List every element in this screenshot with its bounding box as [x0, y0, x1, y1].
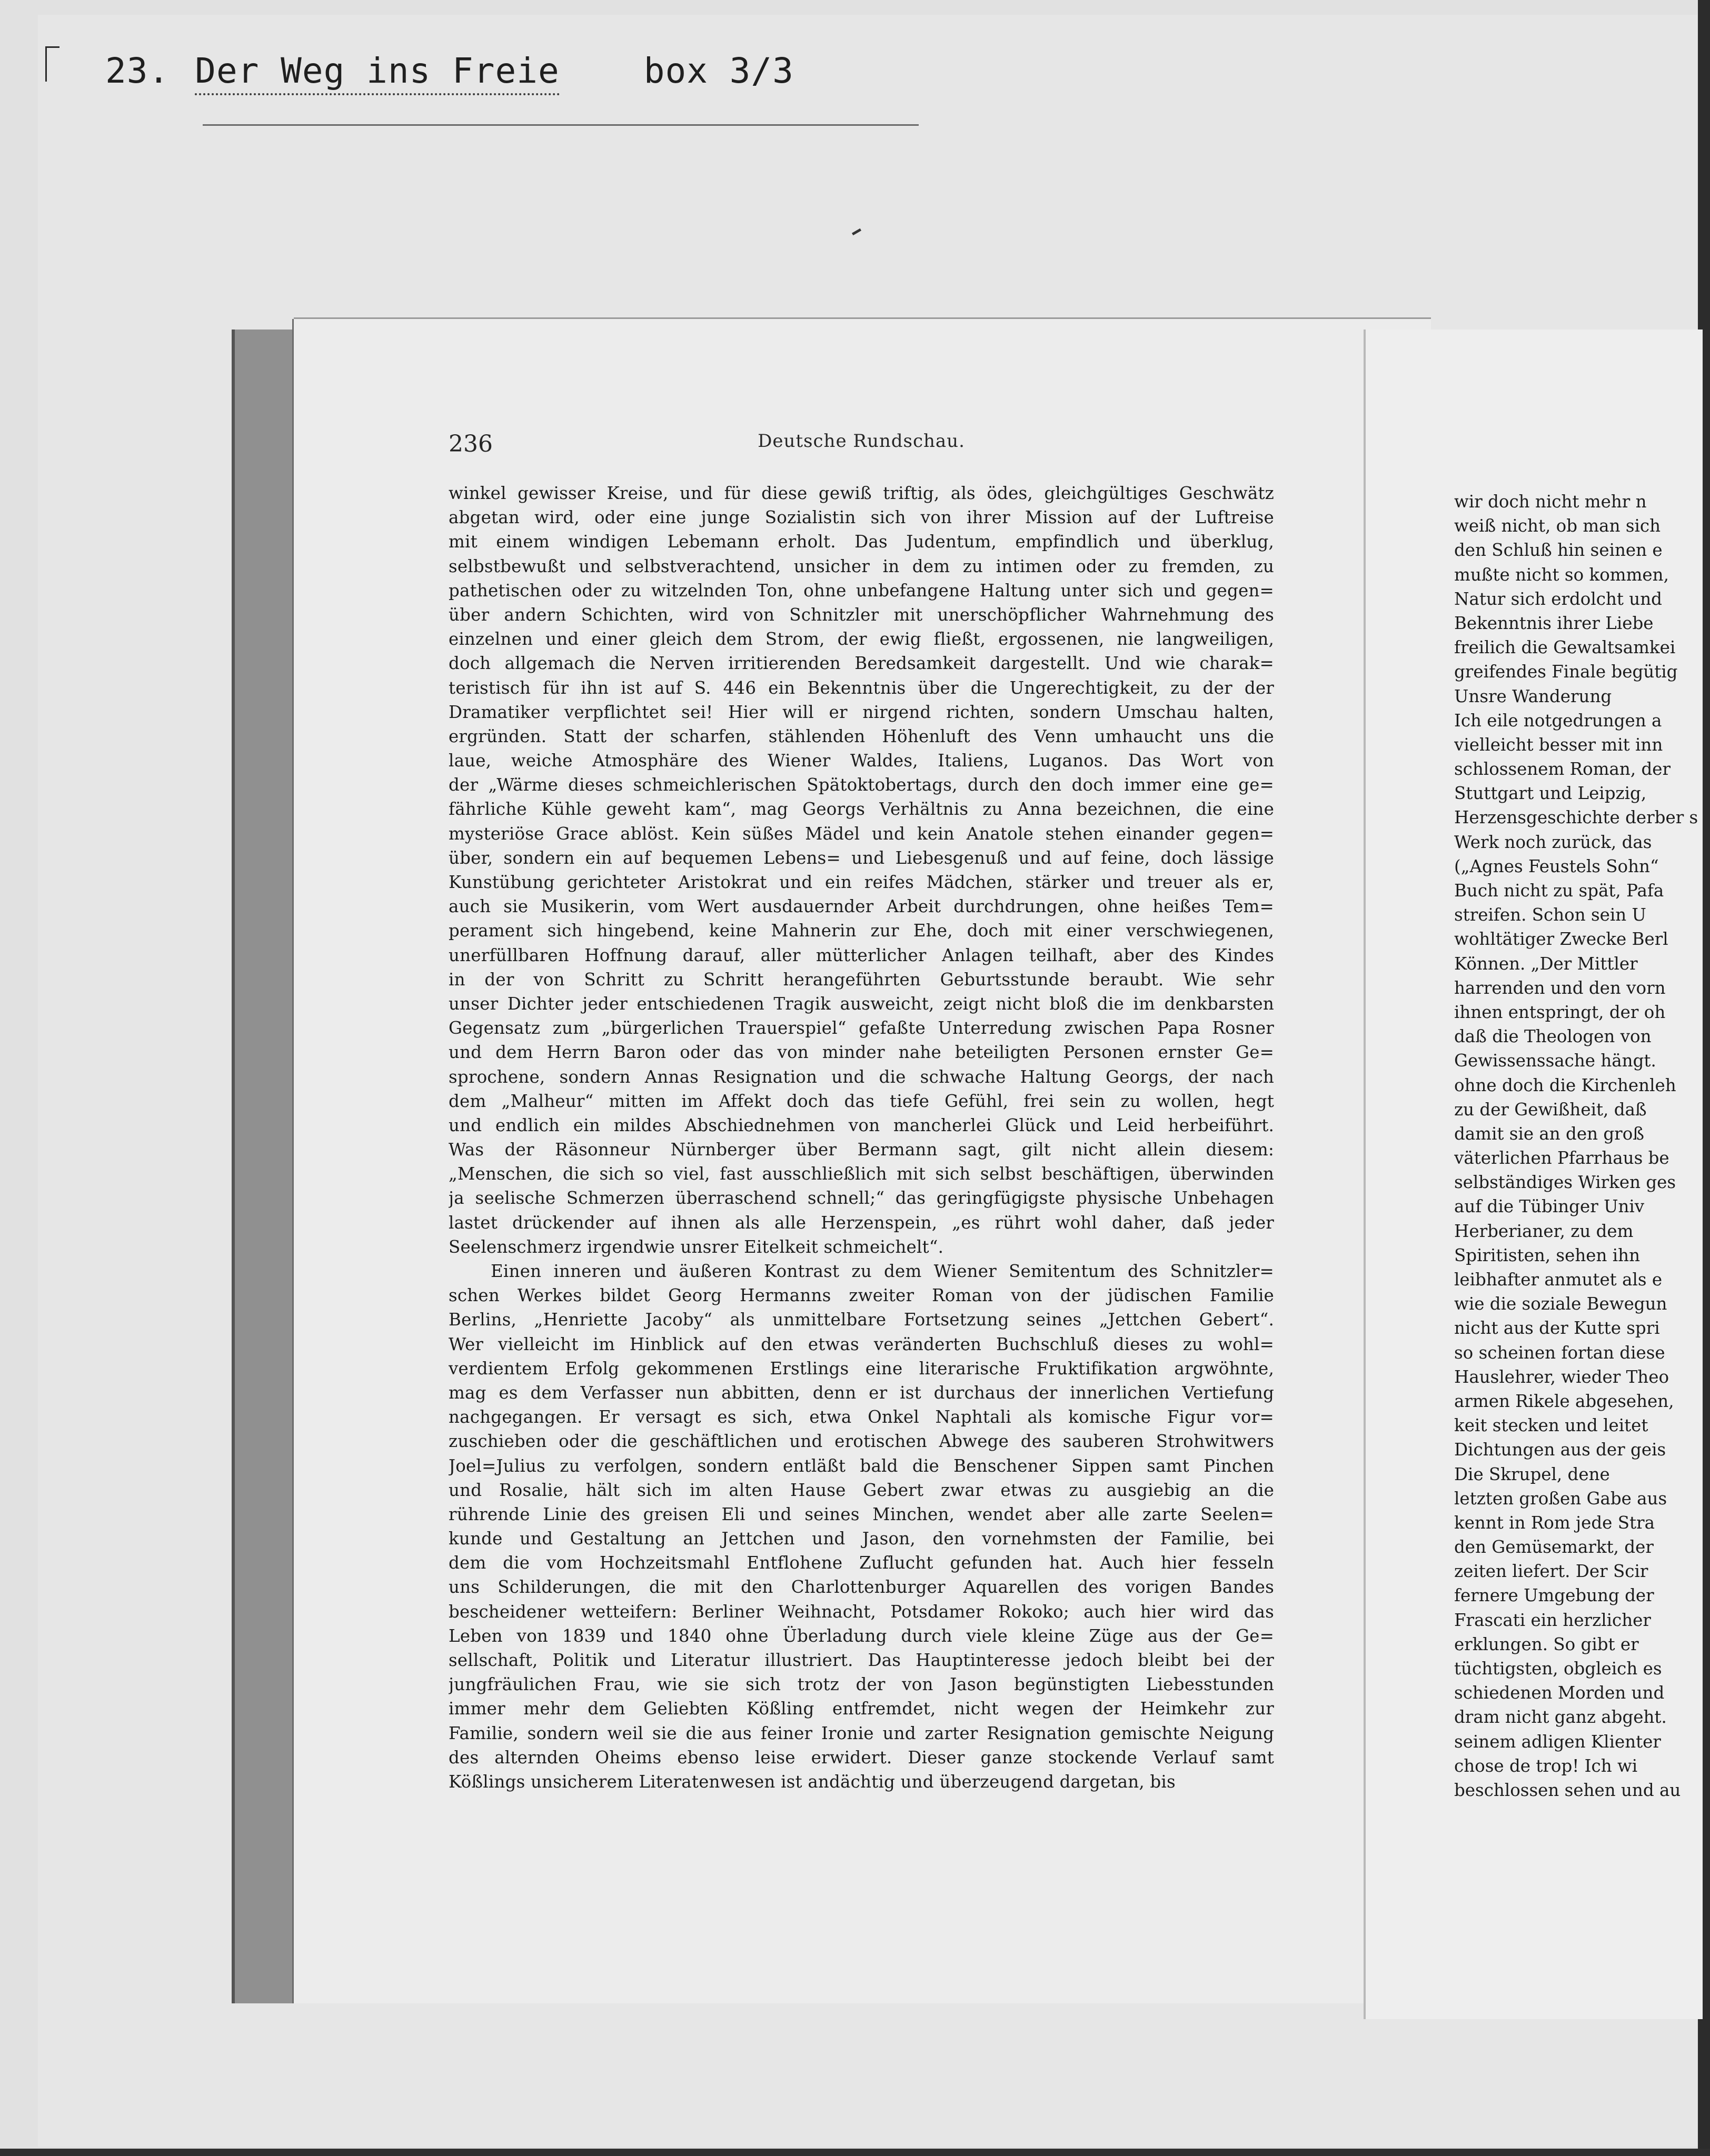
text-line: unser Dichter jeder entschiedenen Tragik ausweicht, zeigt nicht bloß die im denkbarsten	[449, 993, 1274, 1014]
text-line: dem „Malheur“ mitten im Affekt doch das tiefe Gefühl, frei sein zu wollen, hegt	[449, 1091, 1274, 1111]
text-line: sprochene, sondern Annas Resignation und die schwache Haltung Georgs, der nach	[449, 1066, 1274, 1087]
text-line: Joel=Julius zu verfolgen, sondern entläßt bald die Benschener Sippen samt Pinchen	[449, 1455, 1274, 1476]
text-line: immer mehr dem Geliebten Kößling entfremdet, nicht wegen der Heimkehr zur	[449, 1699, 1274, 1719]
text-line: („Agnes Feustels Sohn“	[1454, 856, 1659, 876]
text-line: in der von Schritt zu Schritt herangeführten Geburtsstunde beraubt. Wie sehr	[449, 969, 1274, 990]
text-line: freilich die Gewaltsamkei	[1454, 637, 1676, 658]
text-line: Familie, sondern weil sie die aus feiner Ironie und zarter Resignation gemischte Neigung	[449, 1723, 1274, 1743]
text-line: Herzensgeschichte derber s	[1454, 807, 1698, 828]
text-line: den Schluß hin seinen e	[1454, 540, 1663, 561]
text-line: „Menschen, die sich so viel, fast ausschließlich mit sich selbst beschäftigen, überwinden	[449, 1164, 1274, 1184]
text-line: Werk noch zurück, das	[1454, 832, 1652, 852]
text-line: pathetischen oder zu witzelnden Ton, ohne unbefangene Haltung unter sich und gegen=	[449, 580, 1274, 601]
text-line: fernere Umgebung der	[1454, 1585, 1654, 1606]
text-line: seinem adligen Klienter	[1454, 1731, 1661, 1752]
text-line: und Rosalie, hält sich im alten Hause Gebert zwar etwas zu ausgiebig an die	[449, 1480, 1274, 1500]
text-line: Gewissenssache hängt.	[1454, 1051, 1656, 1071]
text-line: schen Werkes bildet Georg Hermanns zweiter Roman von der jüdischen Familie	[449, 1285, 1274, 1306]
text-line: Die Skrupel, dene	[1454, 1464, 1610, 1484]
text-line: mit einem windigen Lebemann erholt. Das Judentum, empfindlich und überklug,	[449, 532, 1274, 552]
text-line: Gegensatz zum „bürgerlichen Trauerspiel“ gefaßte Unterredung zwischen Papa Rosner	[449, 1018, 1274, 1039]
text-line: armen Rikele abgesehen,	[1454, 1391, 1674, 1411]
archive-header-label	[105, 51, 948, 98]
text-line: perament sich hingebend, keine Mahnerin zur Ehe, doch mit einer verschwiegenen,	[449, 921, 1274, 941]
text-line: mag es dem Verfasser nun abbitten, denn er ist durchaus der innerlichen Vertiefung	[449, 1382, 1274, 1403]
text-line: den Gemüsemarkt, der	[1454, 1537, 1654, 1558]
text-line: Spiritisten, sehen ihn	[1454, 1245, 1641, 1265]
text-line: letzten großen Gabe aus	[1454, 1488, 1667, 1509]
header-rule	[203, 124, 919, 126]
text-line: nachgegangen. Er versagt es sich, etwa Onkel Naphtali als komische Figur vor=	[449, 1407, 1274, 1428]
text-line: winkel gewisser Kreise, und für diese gewiß triftig, als ödes, gleichgültiges Geschwätz	[449, 483, 1274, 503]
text-line: Unsre Wanderung	[1454, 686, 1612, 706]
text-line: ihnen entspringt, der oh	[1454, 1002, 1666, 1022]
text-line: auch sie Musikerin, vom Wert ausdauernder Arbeit durchdrungen, ohne heißes Tem=	[449, 896, 1274, 917]
text-line: tüchtigsten, obgleich es	[1454, 1659, 1662, 1679]
text-line: zeiten liefert. Der Scir	[1454, 1561, 1648, 1582]
text-line: Kößlings unsicherem Literatenwesen ist andächtig und überzeugend dargetan, bis	[449, 1771, 1176, 1792]
archive-item-title: Der Weg ins Freie	[195, 51, 560, 95]
text-line: teristisch für ihn ist auf S. 446 ein Bekenntnis über die Ungerechtigkeit, zu der der	[449, 677, 1274, 698]
text-line: ergründen. Statt der scharfen, stählenden Höhenluft des Venn umhaucht uns die	[449, 726, 1274, 746]
running-head	[449, 431, 1274, 457]
left-text-column	[449, 481, 1274, 1794]
corner-bracket-mark	[45, 46, 59, 82]
text-line: fährliche Kühle geweht kam“, mag Georgs Verhältnis zu Anna bezeichnen, die eine	[449, 799, 1274, 820]
right-text-column	[1454, 490, 1702, 1802]
text-line: weiß nicht, ob man sich	[1454, 516, 1661, 536]
page-edge-border	[232, 330, 235, 2003]
text-line: beschlossen sehen und au	[1454, 1780, 1681, 1800]
text-line: auf die Tübinger Univ	[1454, 1196, 1645, 1217]
text-line: Bekenntnis ihrer Liebe	[1454, 613, 1654, 633]
text-line: ohne doch die Kirchenleh	[1454, 1075, 1676, 1095]
text-line: abgetan wird, oder eine junge Sozialistin sich von ihrer Mission auf der Luftreise	[449, 507, 1274, 528]
text-line: verdientem Erfolg gekommenen Erstlings eine literarische Fruktifikation argwöhnte,	[449, 1358, 1274, 1379]
text-line: Leben von 1839 und 1840 ohne Überladung durch viele kleine Züge aus der Ge=	[449, 1625, 1274, 1646]
text-line: Frascati ein herzlicher	[1454, 1610, 1651, 1630]
text-line: zuschieben oder die geschäftlichen und erotischen Abwege des sauberen Strohwitwers	[449, 1431, 1274, 1452]
text-line: wie die soziale Bewegun	[1454, 1294, 1667, 1314]
text-line: der „Wärme dieses schmeichlerischen Spätoktobertags, durch den doch immer eine ge=	[449, 775, 1274, 795]
journal-title: Deutsche Rundschau.	[758, 431, 965, 452]
text-line: mysteriöse Grace ablöst. Kein süßes Mädel und kein Anatole stehen einander gegen=	[449, 823, 1274, 844]
text-line: und endlich ein mildes Abschiednehmen von mancherlei Glück und Leid herbeiführt.	[449, 1115, 1274, 1135]
text-line: Ich eile notgedrungen a	[1454, 710, 1662, 731]
text-line: mußte nicht so kommen,	[1454, 564, 1669, 585]
text-line: harrenden und den vorn	[1454, 977, 1666, 998]
text-line: Dichtungen aus der geis	[1454, 1440, 1666, 1460]
text-line: einzelnen und einer gleich dem Strom, der ewig fließt, ergossenen, nie langweiligen,	[449, 629, 1274, 650]
text-line: schlossenem Roman, der	[1454, 759, 1671, 780]
text-line: selbstbewußt und selbstverachtend, unsicher in dem zu intimen oder zu fremden, zu	[449, 556, 1274, 576]
text-line: dram nicht ganz abgeht.	[1454, 1707, 1667, 1728]
text-line: väterlichen Pfarrhaus be	[1454, 1148, 1669, 1169]
text-line: Was der Räsonneur Nürnberger über Bermann sagt, gilt nicht allein diesem:	[449, 1140, 1274, 1160]
text-line: Herberianer, zu dem	[1454, 1221, 1634, 1241]
text-line: selbständiges Wirken ges	[1454, 1172, 1676, 1193]
text-line: über, sondern ein auf bequemen Lebens= und Liebesgenuß und auf feine, doch lässige	[449, 847, 1274, 868]
text-line: des alternden Oheims ebenso leise erwidert. Dieser ganze stockende Verlauf samt	[449, 1747, 1274, 1768]
text-line: daß die Theologen von	[1454, 1026, 1652, 1047]
text-line: keit stecken und leitet	[1454, 1415, 1648, 1436]
text-line: greifendes Finale begütig	[1454, 662, 1678, 682]
text-line: damit sie an den groß	[1454, 1123, 1644, 1144]
text-line: erklungen. So gibt er	[1454, 1634, 1639, 1654]
text-line: wohltätiger Zwecke Berl	[1454, 929, 1668, 950]
page-edge-shadow	[232, 330, 296, 2003]
text-line: sellschaft, Politik und Literatur illustriert. Das Hauptinteresse jedoch bleibt bei der	[449, 1650, 1274, 1670]
text-line: rührende Linie des greisen Eli und seines Minchen, wendet aber alle zarte Seelen=	[449, 1504, 1274, 1524]
text-line: Dramatiker verpflichtet sei! Hier will er nirgend richten, sondern Umschau halten,	[449, 702, 1274, 722]
archive-item-number: 23.	[105, 51, 170, 91]
text-line: chose de trop! Ich wi	[1454, 1755, 1638, 1776]
text-line: zu der Gewißheit, daß	[1454, 1099, 1647, 1120]
text-line: unerfüllbaren Hoffnung darauf, aller mütterlicher Anlagen teilhaft, aber des Kindes	[449, 945, 1274, 965]
text-line: Seelenschmerz irgendwie unsrer Eitelkeit schmeichelt“.	[449, 1236, 944, 1257]
archive-box-number: box 3/3	[643, 51, 794, 91]
text-line: kennt in Rom jede Stra	[1454, 1512, 1655, 1533]
text-line: schiedenen Morden und	[1454, 1683, 1665, 1703]
text-line: vielleicht besser mit inn	[1454, 734, 1663, 755]
text-line: und dem Herrn Baron oder das von minder nahe beteiligten Personen ernster Ge=	[449, 1042, 1274, 1063]
text-line: leibhafter anmutet als e	[1454, 1270, 1663, 1290]
text-line: Stuttgart und Leipzig,	[1454, 783, 1647, 804]
text-line: ja seelische Schmerzen überraschend schnell;“ das geringfügigste physische Unbehagen	[449, 1188, 1274, 1209]
text-line: streifen. Schon sein U	[1454, 905, 1646, 925]
text-line: so scheinen fortan diese	[1454, 1342, 1665, 1363]
text-line: uns Schilderungen, die mit den Charlottenburger Aquarellen des vorigen Bandes	[449, 1577, 1274, 1598]
text-line: bescheidener wetteifern: Berliner Weihnacht, Potsdamer Rokoko; auch hier wird das	[449, 1601, 1274, 1622]
text-line: dem die vom Hochzeitsmahl Entflohene Zuflucht gefunden hat. Auch hier fesseln	[449, 1553, 1274, 1573]
text-line: Berlins, „Henriette Jacoby“ als unmittelbare Fortsetzung seines „Jettchen Gebert“.	[449, 1310, 1274, 1330]
text-line: laue, weiche Atmosphäre des Wiener Waldes, Italiens, Luganos. Das Wort von	[449, 751, 1274, 771]
text-line: doch allgemach die Nerven irritierenden Beredsamkeit dargestellt. Und wie charak=	[449, 653, 1274, 674]
page-number: 236	[449, 431, 493, 457]
text-line: lastet drückender auf ihnen als alle Herzenspein, „es rührt wohl daher, daß jeder	[449, 1212, 1274, 1233]
text-line: jungfräulichen Frau, wie sie sich trotz der von Jason begünstigten Liebesstunden	[449, 1674, 1274, 1695]
text-line: wir doch nicht mehr n	[1454, 492, 1647, 512]
scan-edge-bottom	[0, 2149, 1710, 2156]
text-line: Können. „Der Mittler	[1454, 953, 1638, 974]
text-line: Einen inneren und äußeren Kontrast zu dem Wiener Semitentum des Schnitzler=	[491, 1261, 1274, 1281]
text-line: Buch nicht zu spät, Pafa	[1454, 881, 1664, 901]
text-line: kunde und Gestaltung an Jettchen und Jason, den vornehmsten der Familie, bei	[449, 1529, 1274, 1549]
text-line: nicht aus der Kutte spri	[1454, 1318, 1660, 1339]
text-line: Natur sich erdolcht und	[1454, 588, 1662, 609]
text-line: Kunstübung gerichteter Aristokrat und ein reifes Mädchen, stärker und treuer als er,	[449, 872, 1274, 892]
text-line: Hauslehrer, wieder Theo	[1454, 1366, 1669, 1387]
text-line: über andern Schichten, wird von Schnitzler mit unerschöpflicher Wahrnehmung des	[449, 604, 1274, 625]
text-line: Wer vielleicht im Hinblick auf den etwas veränderten Buchschluß dieses zu wohl=	[449, 1334, 1274, 1354]
